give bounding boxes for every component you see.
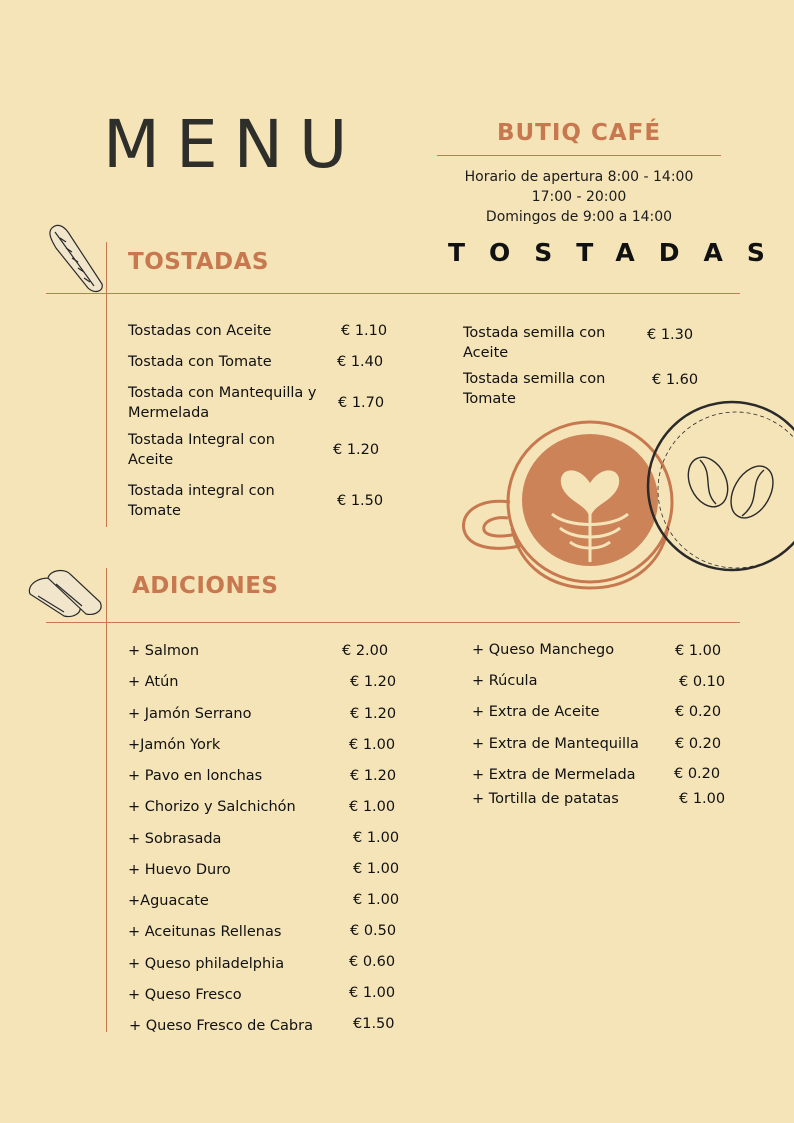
adicion-item-name: + Salmon — [128, 643, 200, 659]
tostada-item-price: € 1.60 — [652, 372, 699, 388]
adicion-item-name: + Huevo Duro — [128, 862, 231, 878]
adicion-item-price: € 0.10 — [679, 674, 726, 690]
adicion-item-name: +Jamón York — [128, 737, 221, 753]
tostada-item-name: Tostada Integral con Aceite — [128, 432, 275, 468]
tostada-item-price: € 1.20 — [333, 442, 380, 458]
adiciones-horizontal-rule — [46, 622, 740, 623]
adicion-item-name: + Chorizo y Salchichón — [128, 799, 296, 815]
tostada-item-price: € 1.70 — [338, 395, 385, 411]
adicion-item-name: + Queso Fresco de Cabra — [129, 1018, 313, 1034]
cafe-divider — [437, 155, 721, 156]
adicion-item-price: € 1.00 — [679, 791, 726, 807]
adicion-item-name: + Atún — [128, 674, 179, 690]
tostada-item-price: € 1.10 — [341, 323, 388, 339]
adicion-item-price: € 1.00 — [675, 643, 722, 659]
adicion-item-name: + Extra de Mermelada — [472, 767, 636, 783]
tostadas-section-title: TOSTADAS — [128, 249, 269, 275]
hours-line-2: 17:00 - 20:00 — [531, 189, 627, 205]
adicion-item-name: + Sobrasada — [128, 831, 222, 847]
adicion-item-price: € 1.20 — [350, 674, 397, 690]
adiciones-section-title: ADICIONES — [132, 573, 279, 599]
adicion-item-price: € 2.00 — [342, 643, 389, 659]
tostada-item-name: Tostada con Mantequilla y Mermelada — [128, 385, 317, 421]
adicion-item-name: + Tortilla de patatas — [472, 791, 619, 807]
adicion-item-name: + Extra de Aceite — [472, 704, 600, 720]
tostada-item-name: Tostadas con Aceite — [128, 323, 272, 339]
adicion-item-price: € 0.20 — [675, 736, 722, 752]
adicion-item-price: € 0.60 — [349, 954, 396, 970]
adicion-item-price: € 1.00 — [353, 830, 400, 846]
adicion-item-price: € 1.20 — [350, 706, 397, 722]
opening-hours — [437, 167, 721, 227]
adicion-item-price: €1.50 — [353, 1016, 395, 1032]
tostada-item-price: € 1.40 — [337, 354, 384, 370]
tostada-item-name: Tostada integral con Tomate — [128, 483, 275, 519]
tostadas-vertical-rule — [106, 242, 107, 527]
adicion-item-price: € 1.00 — [349, 737, 396, 753]
menu-title: MENU — [103, 106, 364, 183]
adicion-item-name: + Queso Fresco — [128, 987, 242, 1003]
adicion-item-name: + Pavo en lonchas — [128, 768, 263, 784]
adicion-item-name: + Queso philadelphia — [128, 956, 285, 972]
tostada-item-name: Tostada semilla con Aceite — [463, 325, 606, 361]
bread-slices-icon — [24, 566, 108, 622]
tostada-item-name: Tostada con Tomate — [128, 354, 272, 370]
tostadas-horizontal-rule — [46, 293, 740, 294]
baguette-icon — [44, 222, 108, 294]
adicion-item-name: + Extra de Mantequilla — [472, 736, 639, 752]
tostadas-heading-big: TOSTADAS — [448, 238, 789, 267]
adicion-item-price: € 0.20 — [675, 704, 722, 720]
adicion-item-price: € 1.00 — [349, 799, 396, 815]
adicion-item-price: € 1.20 — [350, 768, 397, 784]
tostada-item-price: € 1.50 — [337, 493, 384, 509]
adicion-item-name: + Queso Manchego — [472, 642, 615, 658]
adicion-item-name: + Rúcula — [472, 673, 538, 689]
tostada-item-price: € 1.30 — [647, 327, 694, 343]
coffee-beans-icon — [644, 400, 794, 574]
tostada-item-name: Tostada semilla con Tomate — [463, 371, 606, 407]
adicion-item-price: € 0.50 — [350, 923, 397, 939]
adicion-item-name: + Aceitunas Rellenas — [128, 924, 282, 940]
cafe-name: BUTIQ CAFÉ — [496, 120, 662, 146]
adicion-item-price: € 0.20 — [674, 766, 721, 782]
hours-line-3: Domingos de 9:00 a 14:00 — [485, 209, 673, 225]
adicion-item-price: € 1.00 — [349, 985, 396, 1001]
adicion-item-price: € 1.00 — [353, 892, 400, 908]
adicion-item-name: + Jamón Serrano — [128, 706, 252, 722]
hours-line-1: Horario de apertura 8:00 - 14:00 — [464, 169, 694, 185]
adicion-item-price: € 1.00 — [353, 861, 400, 877]
adicion-item-name: +Aguacate — [128, 893, 209, 909]
adiciones-vertical-rule — [106, 568, 107, 1032]
